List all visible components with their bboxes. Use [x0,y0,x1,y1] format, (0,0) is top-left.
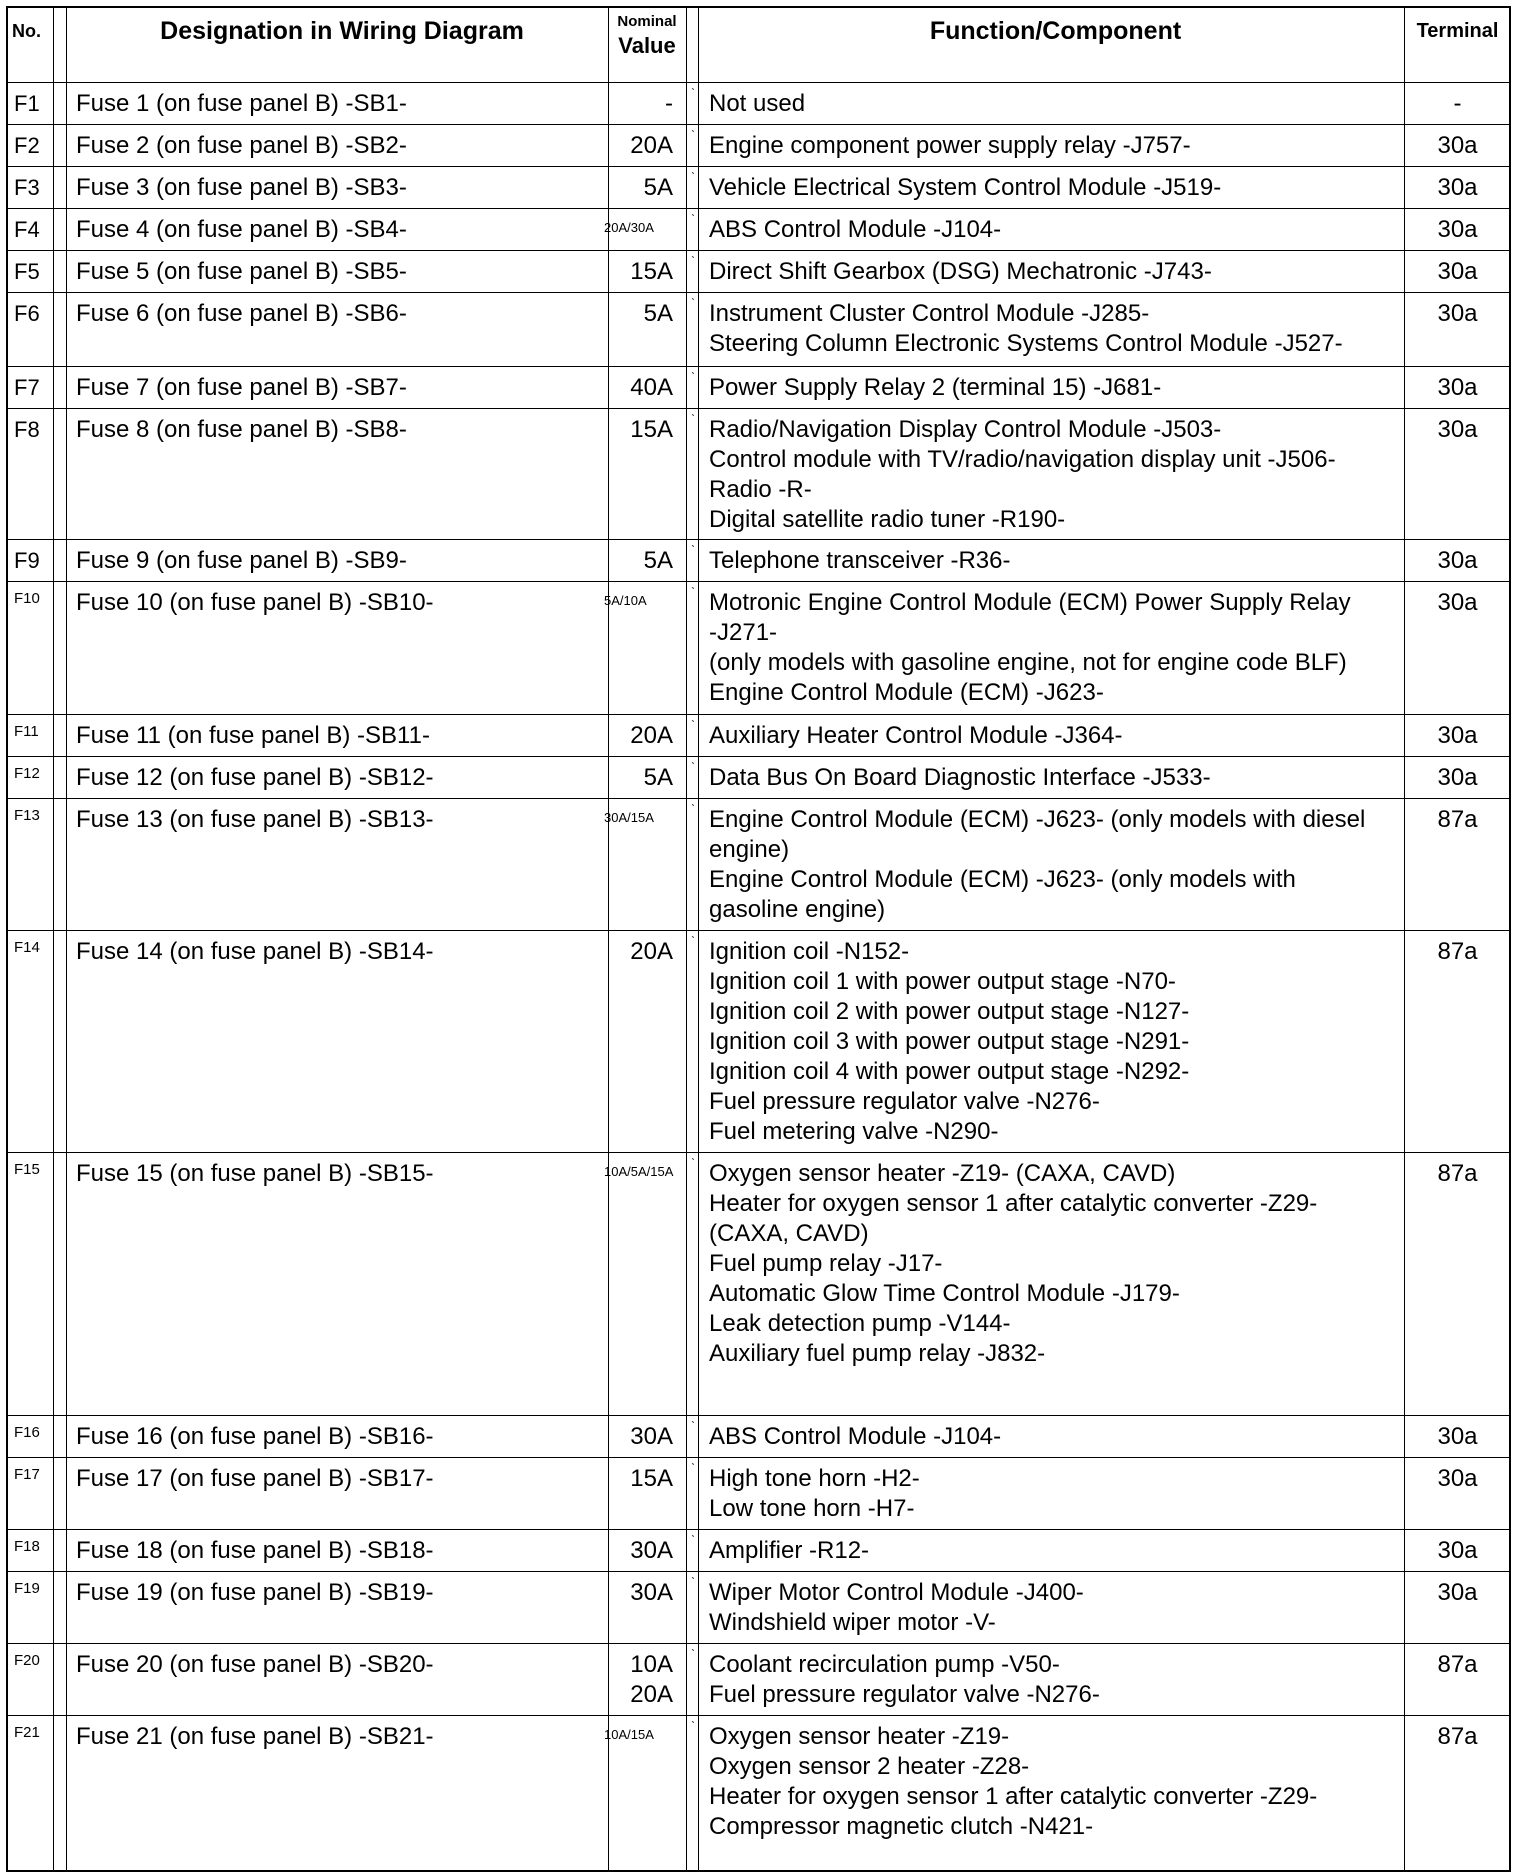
function-line: Ignition coil 4 with power output stage -N292- [709,1058,1190,1085]
spacer-tick-mark: ˋ [691,170,695,184]
fuse-designation: Fuse 19 (on fuse panel B) -SB19- [76,1579,434,1606]
spacer-tick-mark: ˋ [691,1533,695,1547]
function-line: Steering Column Electronic Systems Control Module -J527- [709,330,1343,357]
table-row [8,292,1509,366]
spacer-tick-mark: ˋ [691,543,695,557]
terminal: 87a [1437,1651,1478,1678]
fuse-designation: Fuse 14 (on fuse panel B) -SB14- [76,938,434,965]
function-component-list [709,1578,1084,1638]
spacer-tick-mark: ˋ [691,86,695,100]
function-line: Instrument Cluster Control Module -J285- [709,300,1150,327]
nominal-value: 20A [630,938,673,965]
function-line: Power Supply Relay 2 (terminal 15) -J681- [709,374,1162,401]
function-line: Wiper Motor Control Module -J400- [709,1579,1084,1606]
function-line: Heater for oxygen sensor 1 after catalytic converter -Z29- [709,1783,1318,1810]
spacer-tick-mark: ˋ [691,934,695,948]
spacer-tick-mark: ˋ [691,212,695,226]
fuse-designation: Fuse 7 (on fuse panel B) -SB7- [76,374,407,401]
terminal: 30a [1437,300,1478,327]
fuse-table [6,6,1511,1872]
table-row [8,1457,1509,1529]
function-line: Fuel pump relay -J17- [709,1250,943,1277]
terminal: 87a [1437,1160,1478,1187]
spacer-tick-mark: ˋ [691,1575,695,1589]
function-line: Fuel pressure regulator valve -N276- [709,1088,1100,1115]
function-line: gasoline engine) [709,896,886,923]
header-value: Value [618,33,676,58]
table-row [8,124,1509,166]
function-line: Coolant recirculation pump -V50- [709,1651,1060,1678]
function-component-list [709,173,1221,203]
terminal: 30a [1437,1465,1478,1492]
nominal-value: 10A/15A [604,1727,654,1742]
fuse-number: F5 [14,259,40,284]
function-line: Engine Control Module (ECM) -J623- (only models with diesel [709,806,1366,833]
function-line: Control module with TV/radio/navigation display unit -J506- [709,446,1336,473]
nominal-value: 5A [643,764,673,791]
nominal-value-cell [608,293,673,366]
fuse-number: F13 [14,807,40,824]
spacer-tick-mark: ˋ [691,412,695,426]
nominal-value-cell [604,1153,674,1415]
function-component-list [709,805,1365,925]
nominal-value-cell [604,582,673,714]
function-line: Direct Shift Gearbox (DSG) Mechatronic -J743- [709,258,1212,285]
table-row [8,1643,1509,1715]
table-row [8,756,1509,798]
function-line: (only models with gasoline engine, not for engine code BLF) [709,649,1347,676]
spacer-tick-mark: ˋ [691,128,695,142]
function-line: Auxiliary fuel pump relay -J832- [709,1340,1046,1367]
spacer-tick-mark: ˋ [691,1419,695,1433]
function-line: High tone horn -H2- [709,1465,920,1492]
terminal: 30a [1437,764,1478,791]
terminal: 87a [1437,1723,1478,1750]
terminal: 30a [1437,216,1478,243]
fuse-number: F10 [14,590,40,607]
spacer-tick-mark: ˋ [691,760,695,774]
function-line: Fuel pressure regulator valve -N276- [709,1681,1100,1708]
nominal-value-cell [608,1644,673,1715]
fuse-designation: Fuse 6 (on fuse panel B) -SB6- [76,300,407,327]
nominal-value: 10A/5A/15A [604,1164,674,1179]
fuse-designation: Fuse 21 (on fuse panel B) -SB21- [76,1723,434,1750]
function-line: Vehicle Electrical System Control Module -J519- [709,174,1222,201]
function-component-list [709,721,1123,751]
header-nominal: Nominal [617,13,677,30]
nominal-value: 5A [643,547,673,574]
nominal-value: 15A [630,258,673,285]
table-row [8,1715,1509,1872]
nominal-value: 40A [630,374,673,401]
function-line: Oxygen sensor heater -Z19- (CAXA, CAVD) [709,1160,1176,1187]
spacer-tick-mark: ˋ [691,296,695,310]
terminal: 87a [1437,938,1478,965]
spacer-tick-mark: ˋ [691,1647,695,1661]
nominal-value: 30A [630,1423,673,1450]
terminal: 87a [1437,806,1478,833]
function-component-list [709,415,1336,535]
table-row [8,581,1509,714]
table-row [8,208,1509,250]
function-line: Heater for oxygen sensor 1 after catalytic converter -Z29- [709,1190,1318,1217]
fuse-designation: Fuse 10 (on fuse panel B) -SB10- [76,589,434,616]
header-terminal: Terminal [1416,20,1499,42]
fuse-number: F14 [14,939,40,956]
nominal-value: 30A [630,1579,673,1606]
function-component-list [709,546,1011,576]
nominal-value: 5A [643,300,673,327]
fuse-number: F12 [14,765,40,782]
function-component-list [709,1464,920,1524]
function-line: Data Bus On Board Diagnostic Interface -J533- [709,764,1211,791]
function-component-list [709,1159,1317,1369]
function-line: Windshield wiper motor -V- [709,1609,996,1636]
table-row [8,798,1509,930]
function-line: Radio -R- [709,476,812,503]
terminal: 30a [1437,1423,1478,1450]
function-line: Engine Control Module (ECM) -J623- (only models with [709,866,1296,893]
header-no: No. [12,21,41,41]
function-component-list [709,1722,1317,1842]
fuse-designation: Fuse 12 (on fuse panel B) -SB12- [76,764,434,791]
fuse-number: F8 [14,417,40,442]
nominal-value: 5A/10A [604,593,647,608]
table-row [8,539,1509,581]
nominal-value-cell [608,715,673,756]
fuse-number: F11 [14,723,39,740]
table-row [8,82,1509,124]
terminal: 30a [1437,258,1478,285]
function-line: Automatic Glow Time Control Module -J179- [709,1280,1180,1307]
nominal-value-cell [608,167,673,208]
nominal-value: 20A [630,1681,673,1708]
fuse-number: F21 [14,1724,40,1741]
function-component-list [709,763,1211,793]
function-line: Oxygen sensor 2 heater -Z28- [709,1753,1030,1780]
header-nominal-value [608,12,686,60]
function-component-list [709,1650,1100,1710]
nominal-value-cell [608,367,673,408]
function-component-list [709,89,805,119]
table-row [8,1415,1509,1457]
nominal-value-cell [608,83,673,124]
terminal: 30a [1437,132,1478,159]
table-row [8,1529,1509,1571]
function-line: Ignition coil 2 with power output stage -N127- [709,998,1190,1025]
nominal-value-cell [608,125,673,166]
fuse-designation: Fuse 17 (on fuse panel B) -SB17- [76,1465,434,1492]
function-line: Telephone transceiver -R36- [709,547,1011,574]
nominal-value-cell [608,409,673,539]
fuse-designation: Fuse 13 (on fuse panel B) -SB13- [76,806,434,833]
header-function: Function/Component [929,17,1182,45]
fuse-designation: Fuse 1 (on fuse panel B) -SB1- [76,90,407,117]
nominal-value-cell [608,757,673,798]
spacer-tick-mark: ˋ [691,1461,695,1475]
fuse-number: F2 [14,133,40,158]
spacer-tick-mark: ˋ [691,802,695,816]
fuse-number: F17 [14,1466,40,1483]
function-line: engine) [709,836,790,863]
fuse-number: F15 [14,1161,40,1178]
function-line: Fuel metering valve -N290- [709,1118,999,1145]
table-row [8,408,1509,539]
function-line: Low tone horn -H7- [709,1495,915,1522]
function-line: Digital satellite radio tuner -R190- [709,506,1066,533]
nominal-value: 15A [630,1465,673,1492]
function-line: Ignition coil -N152- [709,938,910,965]
function-line: Ignition coil 1 with power output stage -N70- [709,968,1176,995]
nominal-value-cell [604,209,673,250]
spacer-tick-mark: ˋ [691,585,695,599]
terminal: 30a [1437,547,1478,574]
function-line: Auxiliary Heater Control Module -J364- [709,722,1123,749]
nominal-value: 30A [630,1537,673,1564]
table-row [8,250,1509,292]
fuse-number: F9 [14,548,40,573]
function-component-list [709,257,1212,287]
fuse-designation: Fuse 5 (on fuse panel B) -SB5- [76,258,407,285]
fuse-number: F20 [14,1652,40,1669]
fuse-number: F6 [14,301,40,326]
nominal-value-cell [608,251,673,292]
fuse-number: F3 [14,175,40,200]
function-component-list [709,299,1343,359]
nominal-value-cell [604,799,673,930]
function-line: Ignition coil 3 with power output stage -N291- [709,1028,1190,1055]
table-row [8,1152,1509,1415]
terminal: 30a [1437,1537,1478,1564]
fuse-designation: Fuse 4 (on fuse panel B) -SB4- [76,216,407,243]
nominal-value: 20A [630,722,673,749]
function-component-list [709,588,1351,708]
nominal-value: 20A [630,132,673,159]
spacer-tick-mark: ˋ [691,1719,695,1733]
fuse-designation: Fuse 3 (on fuse panel B) -SB3- [76,174,407,201]
function-line: Leak detection pump -V144- [709,1310,1011,1337]
terminal: 30a [1437,374,1478,401]
fuse-number: F4 [14,217,40,242]
function-line: Oxygen sensor heater -Z19- [709,1723,1010,1750]
nominal-value: - [665,90,673,117]
table-header [8,8,1509,82]
function-component-list [709,215,1001,245]
function-line: Amplifier -R12- [709,1537,870,1564]
fuse-number: F19 [14,1580,40,1597]
fuse-designation: Fuse 8 (on fuse panel B) -SB8- [76,416,407,443]
nominal-value-cell [608,1572,673,1643]
terminal: 30a [1437,1579,1478,1606]
terminal: 30a [1437,722,1478,749]
nominal-value: 5A [643,174,673,201]
spacer-tick-mark: ˋ [691,718,695,732]
function-component-list [709,937,1189,1147]
fuse-designation: Fuse 16 (on fuse panel B) -SB16- [76,1423,434,1450]
header-designation: Designation in Wiring Diagram [160,17,524,45]
function-component-list [709,373,1161,403]
function-line: -J271- [709,619,778,646]
function-line: ABS Control Module -J104- [709,216,1002,243]
function-component-list [709,1422,1001,1452]
fuse-designation: Fuse 18 (on fuse panel B) -SB18- [76,1537,434,1564]
function-line: Radio/Navigation Display Control Module -J503- [709,416,1222,443]
function-line: Compressor magnetic clutch -N421- [709,1813,1094,1840]
table-row [8,166,1509,208]
table-row [8,930,1509,1152]
nominal-value-cell [608,540,673,581]
nominal-value-cell [608,931,673,1152]
nominal-value: 20A/30A [604,220,654,235]
function-line: Engine Control Module (ECM) -J623- [709,679,1104,706]
fuse-number: F1 [14,91,40,116]
table-row [8,366,1509,408]
table-row [8,714,1509,756]
fuse-designation: Fuse 20 (on fuse panel B) -SB20- [76,1651,434,1678]
function-line: ABS Control Module -J104- [709,1423,1002,1450]
function-line: Motronic Engine Control Module (ECM) Power Supply Relay [709,589,1351,616]
nominal-value-cell [608,1530,673,1571]
terminal: - [1453,90,1462,117]
spacer-tick-mark: ˋ [691,254,695,268]
function-line: (CAXA, CAVD) [709,1220,869,1247]
fuse-number: F18 [14,1538,40,1555]
terminal: 30a [1437,416,1478,443]
fuse-number: F7 [14,375,40,400]
fuse-designation: Fuse 15 (on fuse panel B) -SB15- [76,1160,434,1187]
spacer-tick-mark: ˋ [691,370,695,384]
spacer-tick-mark: ˋ [691,1156,695,1170]
function-line: Not used [709,90,806,117]
function-component-list [709,131,1191,161]
function-component-list [709,1536,869,1566]
fuse-number: F16 [14,1424,40,1441]
nominal-value: 10A [630,1651,673,1678]
nominal-value-cell [604,1716,673,1872]
nominal-value: 30A/15A [604,810,654,825]
nominal-value-cell [608,1458,673,1529]
fuse-designation: Fuse 9 (on fuse panel B) -SB9- [76,547,407,574]
nominal-value: 15A [630,416,673,443]
function-line: Engine component power supply relay -J757- [709,132,1191,159]
fuse-designation: Fuse 2 (on fuse panel B) -SB2- [76,132,407,159]
fuse-designation: Fuse 11 (on fuse panel B) -SB11- [76,722,430,749]
table-row [8,1571,1509,1643]
terminal: 30a [1437,589,1478,616]
terminal: 30a [1437,174,1478,201]
nominal-value-cell [608,1416,673,1457]
